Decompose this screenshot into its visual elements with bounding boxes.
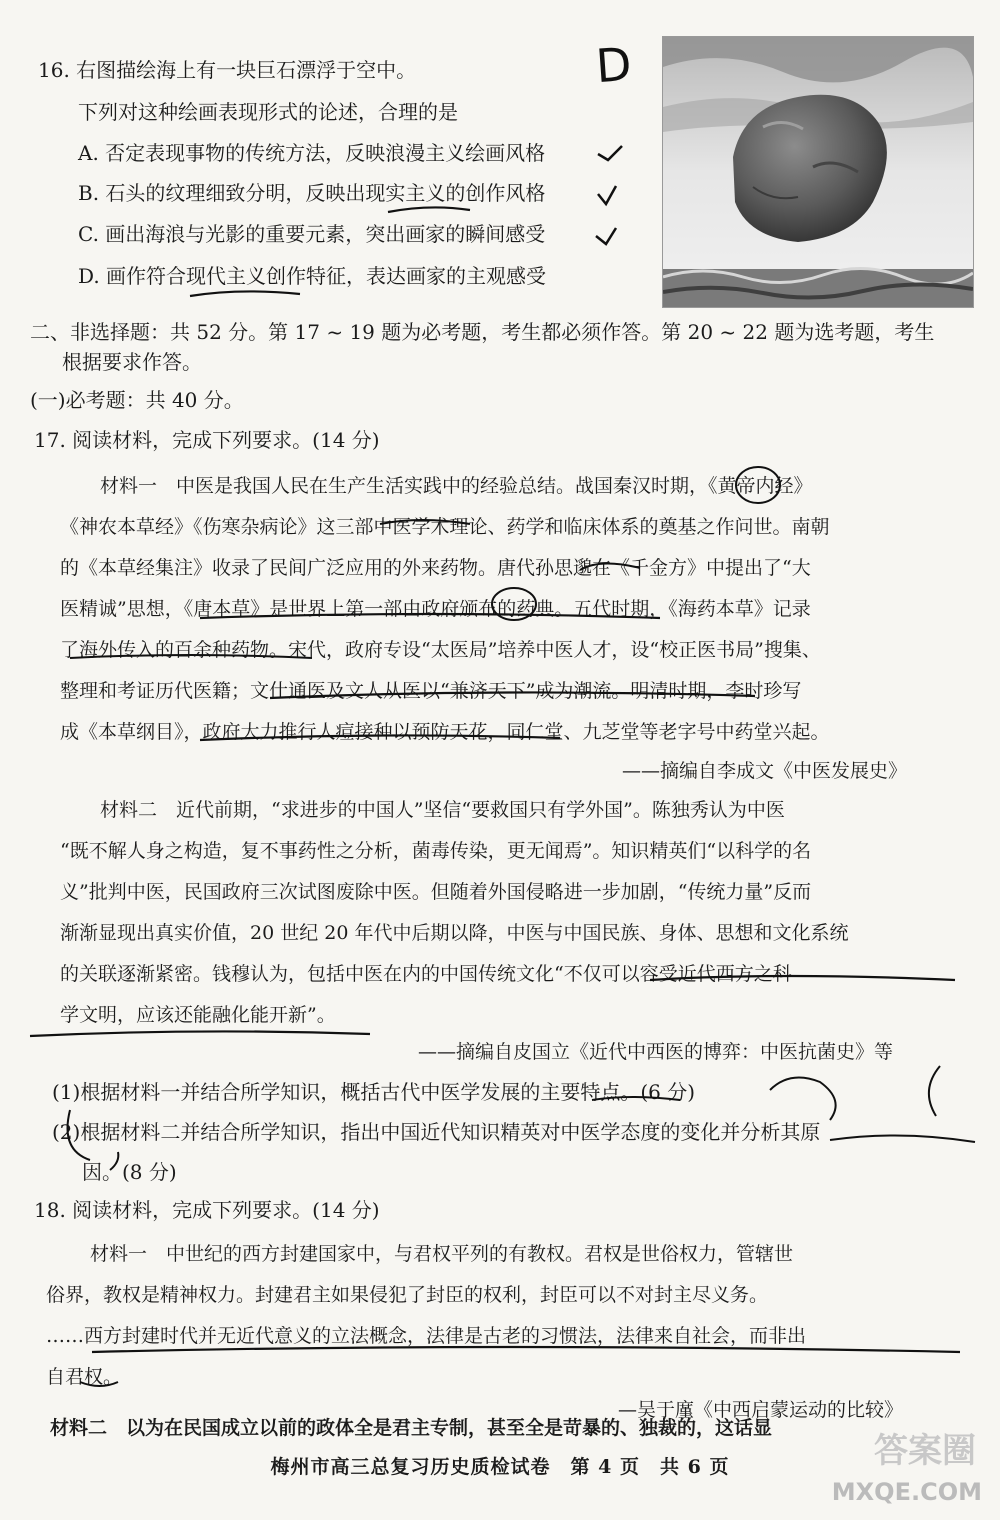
- q17-stem: 17. 阅读材料，完成下列要求。(14 分): [34, 428, 380, 452]
- q17-m1-source: ——摘编自李成文《中医发展史》: [622, 760, 908, 782]
- q17-m2-line-4: 渐渐显现出真实价值，20 世纪 20 年代中后期以降，中医与中国民族、身体、思想和文化系统: [60, 922, 849, 944]
- q17-m2-line-3: 义”批判中医，民国政府三次试图废除中医。但随着外国侵略进一步加剧，“传统力量”反而: [60, 881, 812, 903]
- q17-m1-line-2: 《神农本草经》《伤寒杂病论》这三部中医学术理论、药学和临床体系的奠基之作问世。南朝: [60, 516, 830, 538]
- q16-stem-1: 16. 右图描绘海上有一块巨石漂浮于空中。: [38, 58, 417, 82]
- q17-m2-line-1: 材料二 近代前期，“求进步的中国人”坚信“要救国只有学外国”。陈独秀认为中医: [100, 799, 785, 821]
- q16-option-b: B. 石头的纹理细致分明，反映出现实主义的创作风格: [78, 181, 546, 205]
- q17-m1-line-3: 的《本草经集注》收录了民间广泛应用的外来药物。唐代孙思邈在《千金方》中提出了“大: [60, 557, 811, 579]
- q17-m2-source: ——摘编自皮国立《近代中西医的博弈：中医抗菌史》等: [418, 1041, 894, 1063]
- q16-option-a: A. 否定表现事物的传统方法，反映浪漫主义绘画风格: [78, 141, 546, 165]
- section2-required: (一)必考题：共 40 分。: [30, 388, 244, 412]
- q17-m2-line-2: “既不解人身之构造，复不事药性之分析，菌毒传染，更无闻焉”。知识精英们“以科学的名: [60, 840, 812, 862]
- q17-m1-line-5: 了海外传入的百余种药物。宋代，政府专设“太医局”培养中医人才，设“校正医书局”搜集、: [60, 639, 821, 661]
- q17-m1-line-4: 医精诚”思想，《唐本草》是世界上第一部由政府颁布的药典。五代时期，《海药本草》记录: [60, 598, 811, 620]
- q18-m1-line-4: 自君权。: [46, 1366, 123, 1388]
- q17-m1-line-7: 成《本草纲目》，政府大力推行人痘接种以预防天花，同仁堂、九芝堂等老字号中药堂兴起。: [60, 721, 830, 743]
- page-footer: 梅州市高三总复习历史质检试卷 第 4 页 共 6 页: [270, 1456, 730, 1478]
- q17-subquestion-2-line-2: 因。(8 分): [82, 1160, 177, 1184]
- watermark: MXQE.COM: [831, 1478, 982, 1506]
- q18-m1-source: —吴于廑《中西启蒙运动的比较》: [618, 1399, 904, 1421]
- q17-m2-line-5: 的关联逐渐紧密。钱穆认为，包括中医在内的中国传统文化“不仅可以容受近代西方之科: [60, 963, 792, 985]
- handwritten-marks-q16: [0, 0, 1000, 320]
- q16-stem-2: 下列对这种绘画表现形式的论述，合理的是: [78, 100, 458, 124]
- q17-m2-line-6: 学文明，应该还能融化能开新”。: [60, 1004, 336, 1026]
- q17-subquestion-2-line-1: (2)根据材料二并结合所学知识，指出中国近代知识精英对中医学态度的变化并分析其原: [52, 1120, 821, 1144]
- q16-option-c: C. 画出海浪与光影的重要元素，突出画家的瞬间感受: [78, 222, 546, 246]
- q18-stem: 18. 阅读材料，完成下列要求。(14 分): [34, 1198, 380, 1222]
- handwritten-marks-q18: [0, 1330, 1000, 1400]
- section2-title-2: 根据要求作答。: [62, 350, 202, 374]
- section2-title-1: 二、非选择题：共 52 分。第 17 ~ 19 题为必考题，考生都必须作答。第 20 ~ 22 题为选考题，考生: [30, 320, 935, 344]
- q17-m1-line-1: 材料一 中医是我国人民在生产生活实践中的经验总结。战国秦汉时期，《黄帝内经》: [100, 475, 813, 497]
- q18-m1-line-1: 材料一 中世纪的西方封建国家中，与君权平列的有教权。君权是世俗权力，管辖世: [90, 1243, 794, 1265]
- q18-m1-line-2: 俗界，教权是精神权力。封建君主如果侵犯了封臣的权利，封臣可以不对封主尽义务。: [46, 1284, 769, 1306]
- q18-m1-line-3: ……西方封建时代并无近代意义的立法概念，法律是古老的习惯法，法律来自社会，而非出: [46, 1325, 807, 1347]
- q17-m1-line-6: 整理和考证历代医籍；文仕通医及文人从医以“兼济天下”成为潮流。明清时期，李时珍写: [60, 680, 802, 702]
- handwritten-answer-mark: D: [594, 36, 634, 94]
- handwritten-marks-q17: [0, 440, 1000, 1200]
- q17-subquestion-1: (1)根据材料一并结合所学知识，概括古代中医学发展的主要特点。(6 分): [52, 1080, 696, 1104]
- watermark-logo: 答案圈: [874, 1431, 976, 1471]
- q16-option-d: D. 画作符合现代主义创作特征，表达画家的主观感受: [78, 264, 547, 288]
- q18-m2-line-1: 材料二 以为在民国成立以前的政体全是君主专制，甚至全是苛暴的、独裁的，这话显: [50, 1417, 773, 1439]
